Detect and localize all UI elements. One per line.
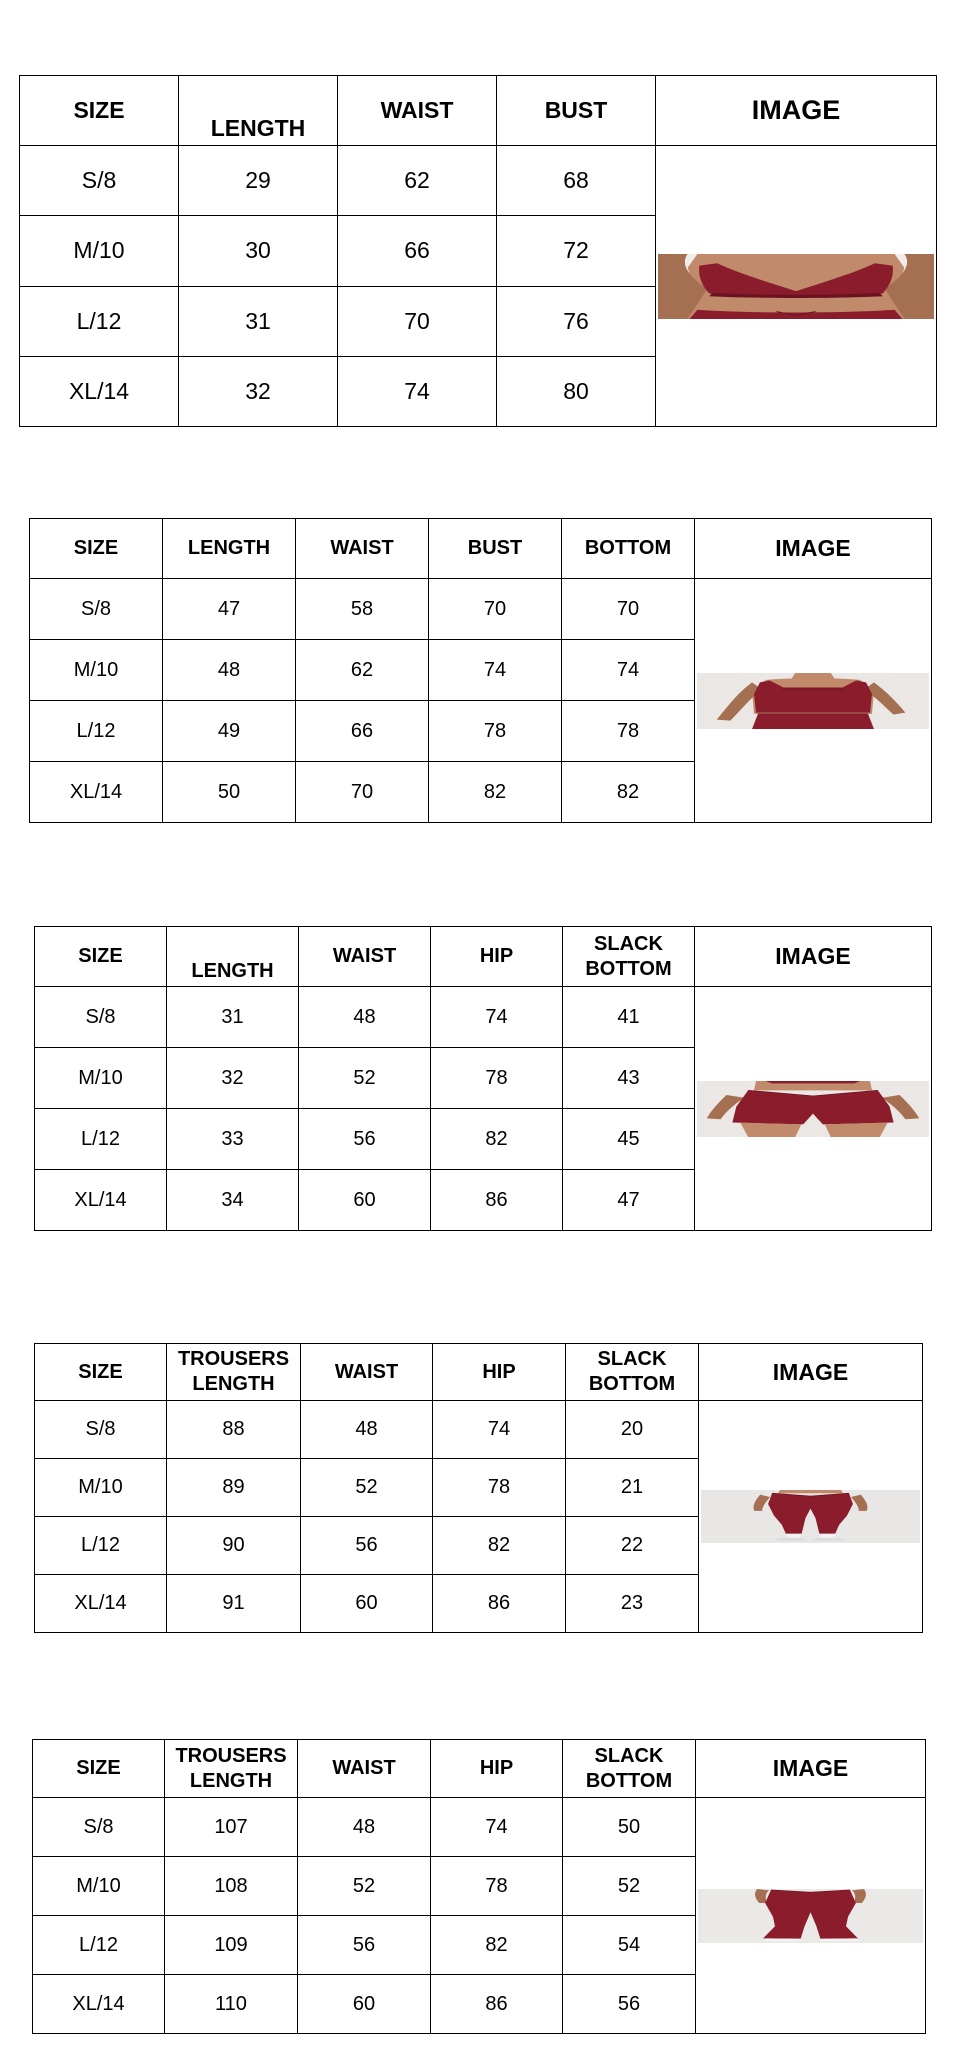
- size-cell: XL/14: [20, 356, 179, 426]
- header-slack-bottom: [563, 927, 695, 987]
- header-size: SIZE: [20, 76, 179, 146]
- header-length: LENGTH: [192, 1373, 275, 1395]
- bust-cell: 82: [429, 762, 562, 823]
- header-bust: BUST: [497, 76, 656, 146]
- waist-cell: 48: [301, 1401, 433, 1459]
- waist-cell: 60: [299, 1170, 431, 1231]
- sports-bra-photo: [658, 254, 934, 319]
- slack-bottom-cell: 41: [563, 987, 695, 1048]
- size-cell: M/10: [30, 640, 163, 701]
- size-cell: L/12: [35, 1517, 167, 1575]
- product-image-cell: [695, 579, 932, 823]
- header-trousers-length: [165, 1740, 298, 1798]
- slack-bottom-cell: 22: [566, 1517, 699, 1575]
- slack-bottom-cell: 52: [563, 1857, 696, 1916]
- table-row: [35, 987, 932, 1048]
- waist-cell: 52: [299, 1048, 431, 1109]
- header-image: IMAGE: [695, 927, 932, 987]
- slack-bottom-cell: 23: [566, 1575, 699, 1633]
- trousers-length-cell: 88: [167, 1401, 301, 1459]
- bust-cell: 68: [497, 146, 656, 216]
- size-cell: S/8: [35, 1401, 167, 1459]
- size-cell: S/8: [33, 1798, 165, 1857]
- header-image: IMAGE: [699, 1344, 923, 1401]
- length-cell: 32: [179, 356, 338, 426]
- hip-cell: 78: [433, 1459, 566, 1517]
- table-row: [30, 579, 932, 640]
- size-chart-tank-top: [29, 518, 932, 823]
- header-size: SIZE: [35, 927, 167, 987]
- trousers-length-cell: 90: [167, 1517, 301, 1575]
- tank-top-photo: [697, 673, 929, 729]
- trousers-length-cell: 107: [165, 1798, 298, 1857]
- product-image-cell: [695, 987, 932, 1231]
- length-cell: 50: [163, 762, 296, 823]
- hip-cell: 74: [433, 1401, 566, 1459]
- header-image: IMAGE: [695, 519, 932, 579]
- trousers-length-cell: 108: [165, 1857, 298, 1916]
- length-cell: 29: [179, 146, 338, 216]
- header-slack-bottom: [566, 1344, 699, 1401]
- header-size: SIZE: [35, 1344, 167, 1401]
- table-row: [33, 1798, 926, 1857]
- hip-cell: 86: [431, 1975, 563, 2034]
- flared-pants-photo: [698, 1889, 923, 1943]
- table-row: [20, 146, 937, 216]
- bottom-cell: 70: [562, 579, 695, 640]
- size-cell: M/10: [33, 1857, 165, 1916]
- product-image-cell: [656, 146, 937, 427]
- header-length: LENGTH: [179, 76, 338, 146]
- waist-cell: 56: [301, 1517, 433, 1575]
- length-cell: 47: [163, 579, 296, 640]
- size-cell: XL/14: [30, 762, 163, 823]
- header-image: IMAGE: [696, 1740, 926, 1798]
- waist-cell: 62: [296, 640, 429, 701]
- bust-cell: 80: [497, 356, 656, 426]
- size-cell: L/12: [33, 1916, 165, 1975]
- header-size: SIZE: [33, 1740, 165, 1798]
- header-waist: WAIST: [338, 76, 497, 146]
- header-row: [30, 519, 932, 579]
- slack-bottom-cell: 50: [563, 1798, 696, 1857]
- length-cell: 48: [163, 640, 296, 701]
- slack-bottom-cell: 45: [563, 1109, 695, 1170]
- bust-cell: 78: [429, 701, 562, 762]
- waist-cell: 48: [298, 1798, 431, 1857]
- header-length: LENGTH: [163, 519, 296, 579]
- waist-cell: 60: [298, 1975, 431, 2034]
- bottom-cell: 74: [562, 640, 695, 701]
- trousers-length-cell: 91: [167, 1575, 301, 1633]
- product-image-cell: [699, 1401, 923, 1633]
- slack-bottom-cell: 54: [563, 1916, 696, 1975]
- size-chart-flared-pants: [32, 1739, 926, 2034]
- size-cell: L/12: [20, 286, 179, 356]
- header-size: SIZE: [30, 519, 163, 579]
- hip-cell: 74: [431, 987, 563, 1048]
- hip-cell: 82: [431, 1109, 563, 1170]
- size-cell: M/10: [35, 1459, 167, 1517]
- header-length: LENGTH: [189, 1769, 273, 1792]
- hip-cell: 78: [431, 1857, 563, 1916]
- hip-cell: 78: [431, 1048, 563, 1109]
- header-hip: HIP: [431, 927, 563, 987]
- waist-cell: 70: [338, 286, 497, 356]
- header-bust: BUST: [429, 519, 562, 579]
- hip-cell: 74: [431, 1798, 563, 1857]
- waist-cell: 56: [298, 1916, 431, 1975]
- header-bottom: BOTTOM: [562, 519, 695, 579]
- slack-bottom-cell: 20: [566, 1401, 699, 1459]
- waist-cell: 58: [296, 579, 429, 640]
- header-bottom: BOTTOM: [585, 1769, 673, 1792]
- waist-cell: 52: [301, 1459, 433, 1517]
- waist-cell: 60: [301, 1575, 433, 1633]
- slack-bottom-cell: 43: [563, 1048, 695, 1109]
- table-row: [35, 1401, 923, 1459]
- size-cell: M/10: [35, 1048, 167, 1109]
- waist-cell: 66: [296, 701, 429, 762]
- size-cell: S/8: [30, 579, 163, 640]
- waist-cell: 48: [299, 987, 431, 1048]
- length-cell: 33: [167, 1109, 299, 1170]
- bottom-cell: 82: [562, 762, 695, 823]
- length-cell: 49: [163, 701, 296, 762]
- header-slack: SLACK: [597, 1348, 667, 1370]
- hip-cell: 86: [433, 1575, 566, 1633]
- trousers-length-cell: 89: [167, 1459, 301, 1517]
- bust-cell: 70: [429, 579, 562, 640]
- shorts-photo: [697, 1081, 929, 1137]
- size-cell: S/8: [35, 987, 167, 1048]
- size-cell: M/10: [20, 216, 179, 286]
- waist-cell: 74: [338, 356, 497, 426]
- header-waist: WAIST: [301, 1344, 433, 1401]
- header-slack: SLACK: [594, 1744, 664, 1767]
- header-hip: HIP: [433, 1344, 566, 1401]
- header-slack-bottom: [563, 1740, 696, 1798]
- header-image: IMAGE: [656, 76, 937, 146]
- size-cell: S/8: [20, 146, 179, 216]
- slack-bottom-cell: 56: [563, 1975, 696, 2034]
- header-length: LENGTH: [167, 927, 299, 987]
- header-waist: WAIST: [298, 1740, 431, 1798]
- bust-cell: 74: [429, 640, 562, 701]
- header-row: [33, 1740, 926, 1798]
- size-cell: L/12: [35, 1109, 167, 1170]
- header-row: [20, 76, 937, 146]
- header-hip: HIP: [431, 1740, 563, 1798]
- hip-cell: 86: [431, 1170, 563, 1231]
- size-chart-leggings: [34, 1343, 923, 1633]
- waist-cell: 70: [296, 762, 429, 823]
- bust-cell: 72: [497, 216, 656, 286]
- header-waist: WAIST: [299, 927, 431, 987]
- length-cell: 31: [167, 987, 299, 1048]
- size-chart-sports-bra: [19, 75, 937, 427]
- leggings-photo: [701, 1490, 920, 1543]
- trousers-length-cell: 110: [165, 1975, 298, 2034]
- header-trousers-length: [167, 1344, 301, 1401]
- header-trousers: TROUSERS: [177, 1348, 290, 1370]
- header-bottom: BOTTOM: [585, 957, 672, 980]
- waist-cell: 66: [338, 216, 497, 286]
- header-trousers: TROUSERS: [175, 1744, 287, 1767]
- length-cell: 32: [167, 1048, 299, 1109]
- slack-bottom-cell: 21: [566, 1459, 699, 1517]
- header-row: [35, 927, 932, 987]
- size-cell: XL/14: [33, 1975, 165, 2034]
- waist-cell: 56: [299, 1109, 431, 1170]
- size-cell: XL/14: [35, 1575, 167, 1633]
- hip-cell: 82: [433, 1517, 566, 1575]
- header-waist: WAIST: [296, 519, 429, 579]
- size-cell: XL/14: [35, 1170, 167, 1231]
- bottom-cell: 78: [562, 701, 695, 762]
- bust-cell: 76: [497, 286, 656, 356]
- hip-cell: 82: [431, 1916, 563, 1975]
- length-cell: 34: [167, 1170, 299, 1231]
- waist-cell: 62: [338, 146, 497, 216]
- size-chart-shorts: [34, 926, 932, 1231]
- slack-bottom-cell: 47: [563, 1170, 695, 1231]
- header-slack: SLACK: [594, 932, 663, 955]
- header-row: [35, 1344, 923, 1401]
- size-cell: L/12: [30, 701, 163, 762]
- product-image-cell: [696, 1798, 926, 2034]
- trousers-length-cell: 109: [165, 1916, 298, 1975]
- length-cell: 31: [179, 286, 338, 356]
- waist-cell: 52: [298, 1857, 431, 1916]
- length-cell: 30: [179, 216, 338, 286]
- header-bottom: BOTTOM: [588, 1373, 676, 1395]
